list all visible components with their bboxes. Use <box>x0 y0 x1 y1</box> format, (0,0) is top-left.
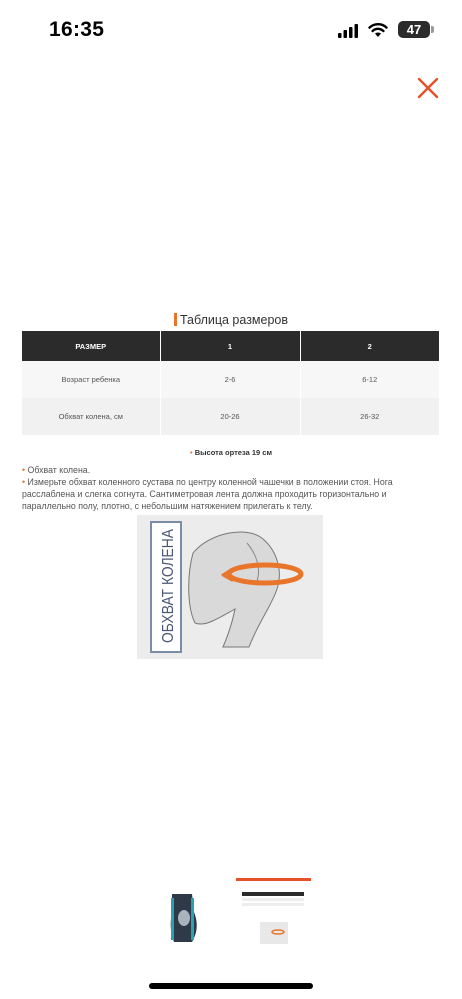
diagram-label: ОБХВАТ КОЛЕНА <box>160 515 177 643</box>
height-note <box>0 448 462 457</box>
knee-measurement-diagram <box>137 515 323 659</box>
battery-icon: 47 <box>398 21 430 38</box>
header-size: РАЗМЕР <box>22 331 160 361</box>
instruction-heading <box>22 464 442 476</box>
header-size-2: 2 <box>300 331 439 361</box>
cellular-signal-icon <box>338 24 358 38</box>
table-row <box>22 361 439 398</box>
instruction-heading-text: Обхват колена. <box>27 465 91 475</box>
size-table <box>22 331 439 435</box>
table-cell: 2-6 <box>160 361 300 398</box>
title-accent-bar <box>174 313 177 326</box>
table-cell: Обхват колена, см <box>22 398 160 435</box>
bullet-dot: • <box>190 448 193 457</box>
table-row <box>22 398 439 435</box>
instruction-body-text: Измерьте обхват коленного сустава по центру коленной чашечки в положении стоя. Нога расслаблена и слегка согнута. Сантиметровая лента должна проходить горизонтально и параллельно полу, плотно, с небольшим натяжением прилегать к телу. <box>22 477 393 511</box>
bullet-dot: • <box>22 477 26 487</box>
status-bar <box>0 0 462 60</box>
bullet-dot: • <box>22 465 26 475</box>
height-note-text: Высота ортеза 19 см <box>194 448 272 457</box>
close-icon[interactable] <box>414 74 442 102</box>
status-time: 16:35 <box>49 18 105 41</box>
table-cell: 26-32 <box>300 398 439 435</box>
thumbnail-size-chart[interactable] <box>236 878 311 948</box>
table-header-row <box>22 331 439 361</box>
thumbnail-knee-brace[interactable] <box>158 888 208 948</box>
size-chart-title-text: Таблица размеров <box>179 313 289 327</box>
table-cell: 20-26 <box>160 398 300 435</box>
instruction-text <box>22 476 442 512</box>
wifi-icon <box>368 22 388 38</box>
header-size-1: 1 <box>160 331 300 361</box>
table-cell: Возраст ребенка <box>22 361 160 398</box>
size-chart-title <box>0 313 462 327</box>
home-indicator[interactable] <box>149 983 313 989</box>
table-cell: 6-12 <box>300 361 439 398</box>
battery-cap <box>431 26 434 33</box>
